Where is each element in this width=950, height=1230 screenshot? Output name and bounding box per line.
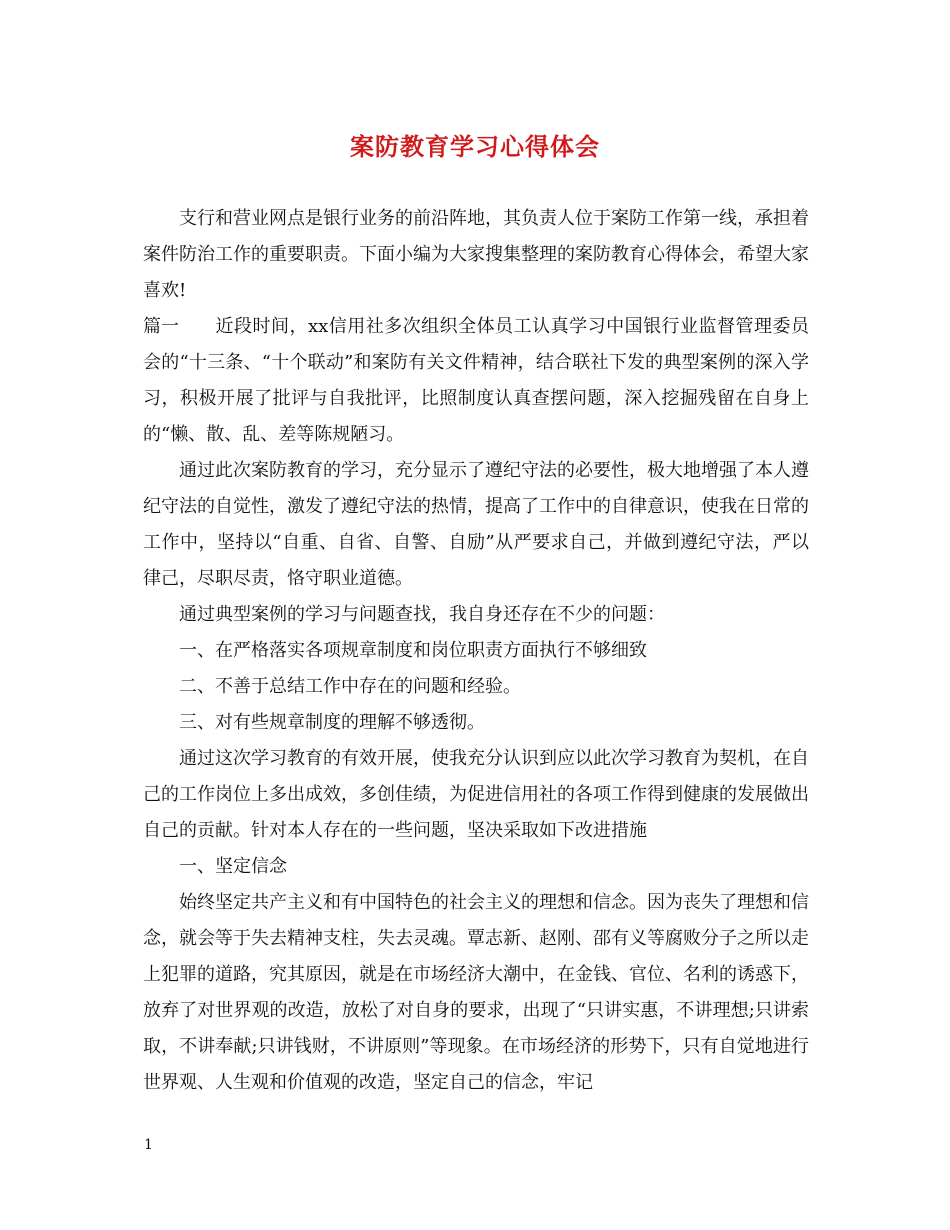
measure-heading-one: 一、坚定信念 [179,856,287,877]
problem-item-three: 三、对有些规章制度的理解不够透彻。 [179,712,485,733]
section-one [143,309,809,453]
section-label: 篇一 [143,316,179,337]
section-one-text: 近段时间，xx信用社多次组织全体员工认真学习中国银行业监督管理委员会的“十三条、“十个联动”和案防有关文件精神，结合联社下发的典型案例的深入学习，积极开展了批评与自我批评，比照制度认真查摆问题，深入挖掘残留在自身上的“懒、散、乱、差等陈规陋习。 [143,316,809,445]
problem-item-two: 二、不善于总结工作中存在的问题和经验。 [179,676,521,697]
paragraph-problems-intro: 通过典型案例的学习与问题查找，我自身还存在不少的问题： [179,604,665,625]
document-title: 案防教育学习心得体会 [350,132,600,161]
page-number: 1 [144,1137,153,1153]
intro-paragraph: 支行和营业网点是银行业务的前沿阵地，其负责人位于案防工作第一线，承担着案件防治工作的重要职责。下面小编为大家搜集整理的案防教育心得体会，希望大家喜欢! [143,208,809,301]
problem-item-one: 一、在严格落实各项规章制度和岗位职责方面执行不够细致 [179,640,647,661]
document-body [143,201,809,1101]
paragraph-belief: 始终坚定共产主义和有中国特色的社会主义的理想和信念。因为丧失了理想和信念，就会等于失去精神支柱，失去灵魂。覃志新、赵刚、邵有义等腐败分子之所以走上犯罪的道路，究其原因，就是在市场经济大潮中，在金钱、官位、名利的诱惑下，放弃了对世界观的改造，放松了对自身的要求，出现了“只讲实惠，不讲理想;只讲索取，不讲奉献;只讲钱财，不讲原则”等现象。在市场经济的形势下，只有自觉地进行世界观、人生观和价值观的改造，坚定自己的信念，牢记 [143,892,809,1093]
paragraph-discipline: 通过此次案防教育的学习，充分显示了遵纪守法的必要性，极大地增强了本人遵纪守法的自觉性，激发了遵纪守法的热情，提高了工作中的自律意识，使我在日常的工作中，坚持以“自重、自省、自警、自励”从严要求自己，并做到遵纪守法，严以律己，尽职尽责，恪守职业道德。 [143,460,809,589]
paragraph-improvement: 通过这次学习教育的有效开展，使我充分认识到应以此次学习教育为契机，在自己的工作岗位上多出成效，多创佳绩，为促进信用社的各项工作得到健康的发展做出自己的贡献。针对本人存在的一些问题，坚决采取如下改进措施 [143,748,809,841]
